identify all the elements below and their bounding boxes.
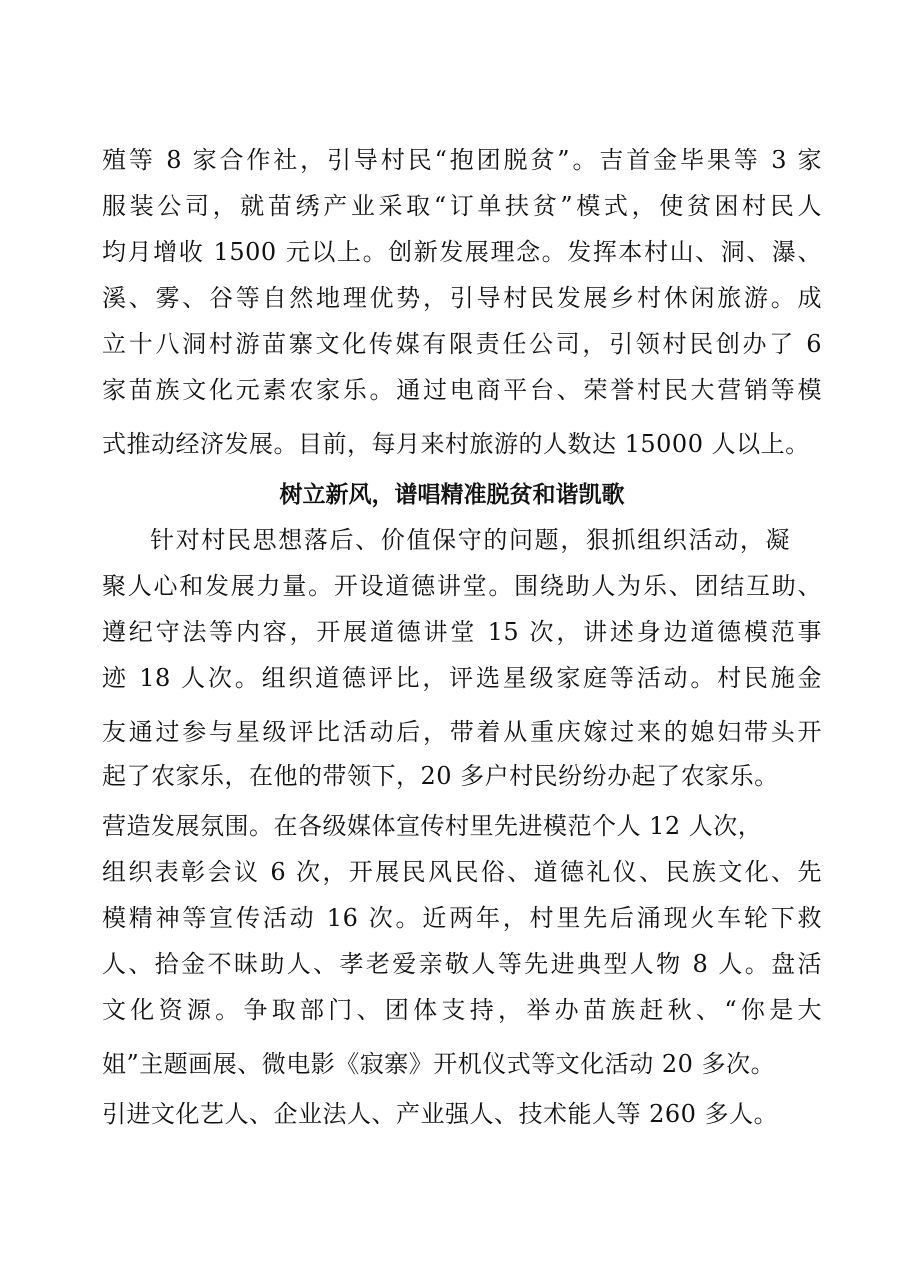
- text-line: 引进文化艺人、企业法人、产业强人、技术能人等 260 多人。: [102, 1100, 779, 1128]
- section-heading: 树立新风，谱唱精准脱贫和谐凯歌: [279, 482, 625, 508]
- text-line: 友通过参与星级评比活动后，带着从重庆嫁过来的媳妇带头开: [102, 718, 822, 746]
- text-line: 模精神等宣传活动 16 次。近两年，村里先后涌现火车轮下救: [102, 904, 822, 932]
- text-line: 家苗族文化元素农家乐。通过电商平台、荣誉村民大营销等模: [102, 376, 822, 404]
- text-line: 人、拾金不昧助人、孝老爱亲敬人等先进典型人物 8 人。盘活: [102, 950, 822, 978]
- text-line: 针对村民思想落后、价值保守的问题，狠抓组织活动，凝: [150, 526, 790, 554]
- text-line: 文化资源。争取部门、团体支持，举办苗族赶秋、“你是大: [102, 996, 822, 1024]
- text-line: 服装公司，就苗绣产业采取“订单扶贫”模式，使贫困村民人: [102, 192, 822, 220]
- text-line: 溪、雾、谷等自然地理优势，引导村民发展乡村休闲旅游。成: [102, 284, 822, 312]
- text-line: 营造发展氛围。在各级媒体宣传村里先进模范个人 12 人次，: [102, 812, 763, 840]
- text-line: 均月增收 1500 元以上。创新发展理念。发挥本村山、洞、瀑、: [102, 238, 822, 266]
- text-line: 聚人心和发展力量。开设道德讲堂。围绕助人为乐、团结互助、: [102, 572, 822, 600]
- text-line: 立十八洞村游苗寨文化传媒有限责任公司，引领村民创办了 6: [102, 330, 822, 358]
- text-line: 殖等 8 家合作社，引导村民“抱团脱贫”。吉首金毕果等 3 家: [102, 146, 822, 174]
- text-line: 遵纪守法等内容，开展道德讲堂 15 次，讲述身边道德模范事: [102, 618, 822, 646]
- text-line: 组织表彰会议 6 次，开展民风民俗、道德礼仪、民族文化、先: [102, 858, 822, 886]
- text-line: 迹 18 人次。组织道德评比，评选星级家庭等活动。村民施金: [102, 664, 822, 692]
- text-line: 式推动经济发展。目前，每月来村旅游的人数达 15000 人以上。: [102, 430, 810, 458]
- text-line: 起了农家乐，在他的带领下，20 多户村民纷纷办起了农家乐。: [102, 762, 779, 790]
- text-line: 姐”主题画展、微电影《寂寨》开机仪式等文化活动 20 多次。: [102, 1050, 776, 1078]
